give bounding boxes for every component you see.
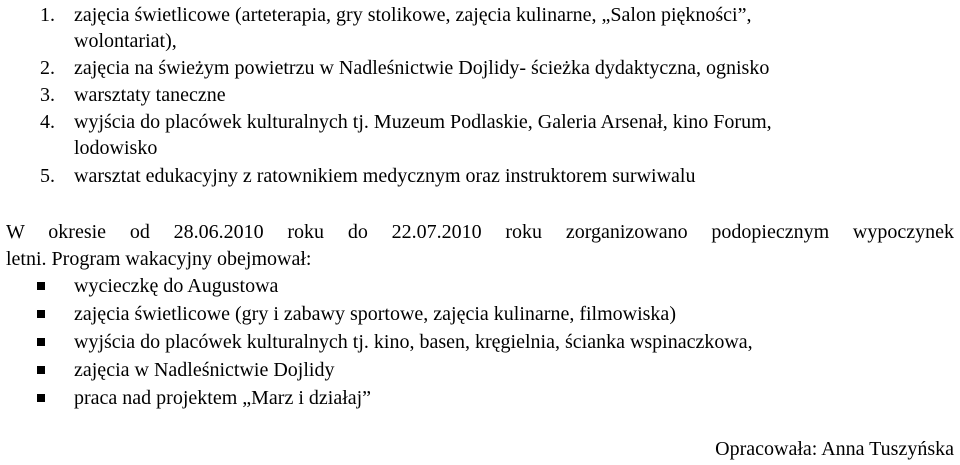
bullet-text: zajęcia w Nadleśnictwie Dojlidy <box>74 359 335 381</box>
item-text: warsztaty taneczne <box>74 84 226 106</box>
item-number: 1. <box>40 4 55 26</box>
bullet-text: zajęcia świetlicowe (gry i zabawy sportowe, zajęcia kulinarne, filmowiska) <box>74 303 676 325</box>
item-text: wyjścia do placówek kulturalnych tj. Muzeum Podlaskie, Galeria Arsenał, kino Forum, <box>74 111 772 133</box>
square-bullet-icon <box>37 338 45 346</box>
bullet-text: wyjścia do placówek kulturalnych tj. kino, basen, kręgielnia, ścianka wspinaczkowa, <box>74 331 753 353</box>
item-text-continued: lodowisko <box>74 137 158 159</box>
bullet-text: praca nad projektem „Marz i działaj” <box>74 387 372 409</box>
paragraph-line-1: W okresie od 28.06.2010 roku do 22.07.2010 roku zorganizowano podopiecznym wypoczynek <box>6 221 954 243</box>
paragraph-line-2: letni. Program wakacyjny obejmował: <box>6 248 312 270</box>
item-text-continued: wolontariat), <box>74 30 177 52</box>
item-text: zajęcia na świeżym powietrzu w Nadleśnictwie Dojlidy- ścieżka dydaktyczna, ognisko <box>74 57 770 79</box>
item-number: 4. <box>40 111 55 133</box>
item-text: zajęcia świetlicowe (arteterapia, gry stolikowe, zajęcia kulinarne, „Salon piękności”, <box>74 4 752 26</box>
item-number: 2. <box>40 57 55 79</box>
square-bullet-icon <box>37 310 45 318</box>
item-text: warsztat edukacyjny z ratownikiem medycznym oraz instruktorem surwiwalu <box>74 165 696 187</box>
item-number: 5. <box>40 165 55 187</box>
author-signature: Opracowała: Anna Tuszyńska <box>715 438 954 460</box>
square-bullet-icon <box>37 366 45 374</box>
square-bullet-icon <box>37 282 45 290</box>
bullet-text: wycieczkę do Augustowa <box>74 275 279 297</box>
item-number: 3. <box>40 84 55 106</box>
square-bullet-icon <box>37 394 45 402</box>
